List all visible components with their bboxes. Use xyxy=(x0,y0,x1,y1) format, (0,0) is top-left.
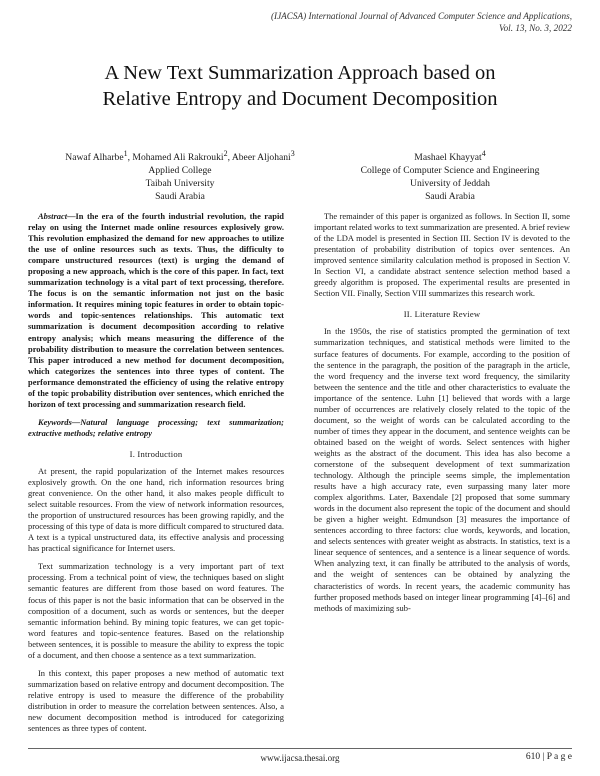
section-heading-literature-review: II. Literature Review xyxy=(403,309,481,320)
intro-paragraph-4: The remainder of this paper is organized as follows. In Section II, some important related works to text summarization are presented. A brief review of the LDA model is presented in Section III. Section IV is devoted to the presentation of probability distribution of topics over sentences. An improved sentence similarity calculation method is proposed in Section V. In Section VI, a candidate abstract sentence selection method based a greedy algorithm is proposed. The experimental results are presented in Section VII. Finally, Section VIII summarizes this research work. xyxy=(314,211,570,299)
affiliation-country-right: Saudi Arabia xyxy=(425,191,475,203)
author-names-left: Nawaf Alharbe$^1$, Mohamed Ali Rakrouki$^2$, Abeer Aljohani$^3$ xyxy=(65,149,295,164)
intro-paragraph-2: Text summarization technology is a very important part of text processing. From a technical point of view, the techniques based on slight semantic features are different from those based on word features. The focus of this paper is not the basic information that can be observed in the composition of a document, such as words or sentences, but the deeper semantic information behind. By mining topic features, we can get topic-word features and topic-sentence features. Based on the relationship between sentences, it is possible to measure the ability to express the topic of a document, and then choose a sentence as a text summarization. xyxy=(28,561,284,660)
affiliation-college-right: College of Computer Science and Engineering xyxy=(360,165,540,177)
title-line-2: Relative Entropy and Document Decomposition xyxy=(102,88,498,110)
footer-divider xyxy=(28,748,572,749)
keywords: Keywords—Natural language processing; text summarization; extractive methods; relative entropy xyxy=(28,416,284,438)
right-column xyxy=(314,211,570,621)
journal-name: (IJACSA) International Journal of Advanced Computer Science and Applications, xyxy=(270,11,572,21)
journal-header xyxy=(212,10,572,34)
footer-url[interactable]: www.ijacsa.thesai.org xyxy=(260,753,340,763)
left-column xyxy=(28,211,284,741)
page-number: 610 | P a g e xyxy=(525,752,572,762)
author-block-left xyxy=(40,147,320,203)
author-block-right xyxy=(330,147,570,203)
affiliation-university-right: University of Jeddah xyxy=(410,178,490,190)
intro-paragraph-1: At present, the rapid popularization of the Internet makes resources explosively growth. On the one hand, rich information resources bring great convenience. On the other hand, it also makes people difficult to select suitable resources. From the view of network information resources, the proportion of unstructured resources has been growing rapidly, and the processing of this type of data is more difficult compared to structured data. A text is a typical unstructured data, its effective analysis and processing has practical significance for Internet users. xyxy=(28,465,284,554)
author-names-right: Mashael Khayyat$^4$ xyxy=(414,149,486,164)
section-heading-introduction: I. Introduction xyxy=(129,448,183,459)
intro-paragraph-3: In this context, this paper proposes a new method of automatic text summarization based on relative entropy and document decomposition. The relative entropy is used to measure the difference of the probability distribution in order to measure the correlation between sentences. Also, a new document decomposition method is introduced for categorizing sentences as three types of content. xyxy=(28,667,284,734)
affiliation-university-left: Taibah University xyxy=(145,178,215,190)
abstract: Abstract—In the era of the fourth industrial revolution, the rapid relay on using the Internet made online resources explosively grow. This revolution emphasized the demand for new approaches to utilize the use of online resources such as texts. Thus, the difficulty to compare unstructured resources (text) is urging the demand of proposing a new approach, which is the core of this paper. In fact, text summarization technology is a vital part of text processing, therefore. The focus is on the semantic information not just on the basic information. It requires mining topic features in order to obtain topic-words and topic-sentences relationships. This automatic text summarization is document decomposition according to relative entropy analysis; which means measuring the difference of the probability distribution to measure the correlation between sentences. This paper introduced a new method for document decomposition, which categorizes the sentences into three types of content. The performance demonstrated the efficiency of using the relative entropy of the topic probability distribution over sentences, which enriched the horizon of text processing and summarization research field. xyxy=(28,211,284,409)
affiliation-college-left: Applied College xyxy=(148,165,212,177)
journal-volume: Vol. 13, No. 3, 2022 xyxy=(499,23,572,33)
affiliation-country-left: Saudi Arabia xyxy=(155,191,205,203)
literature-paragraph-1: In the 1950s, the rise of statistics prompted the germination of text summarization techniques, and statistical methods were limited to the surface features of documents. For example, according to the position of the sentence in the paragraph, the position of the paragraph in the article, the word frequency and the inverse text word frequency, the similarity between the sentence and the title and other characteristics to evaluate the importance of the sentence. Luhn [1] believed that words with a large number of occurrences are relatively closely related to the topic of the document, so the weight of words can be calculated according to the number of times they appear in the document, and sentence weights can be obtained based on the weight of words. Select sentences with higher weights as the abstract of the document. This idea has also become a cornerstone of the subsequent development of text summarization technology. Although the principle seems simple, the implementation results have a high accuracy rate, even surpassing many later more complex algorithms. Later, Baxendale [2] proposed that some summary words in the document also represent the topic of the document and should be given a higher weight. Edmundson [3] measures the importance of sentences according to three factors: clue words, keywords, and location, and selects sentences with greater weight as abstracts. In statistics, text is a linear sequence of sentences, and a sentence is a linear sequence of words. When analyzing text, it can finally be attributed to the analysis of words, and the weight of sentences can be obtained by analyzing the characteristics of words. In recent years, the academic community has further proposed methods based on integer linear programming [4]–[6] and methods of maximizing sub- xyxy=(314,326,570,613)
title-line-1: A New Text Summarization Approach based on xyxy=(104,62,496,84)
paper-title xyxy=(40,60,560,112)
